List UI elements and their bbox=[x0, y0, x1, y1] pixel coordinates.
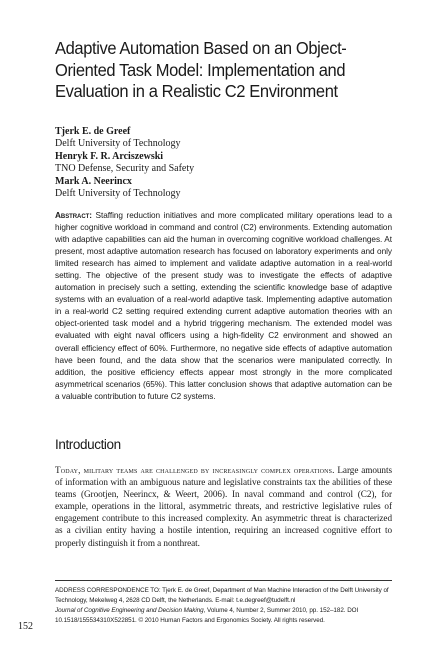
section-heading-introduction: Introduction bbox=[55, 437, 121, 452]
author-affiliation: TNO Defense, Security and Safety bbox=[55, 163, 195, 175]
page-number: 152 bbox=[18, 621, 33, 632]
citation-details: , Volume 4, Number 2, Summer 2010, pp. 152–182. DOI 10.1518/155534310X522851. © 2010 Human Factors and Ergonomics Society. All rights reserved. bbox=[55, 607, 359, 625]
footnote bbox=[55, 586, 392, 626]
introduction-lead-in: Today, military teams are challenged by increasingly complex operations. bbox=[55, 465, 335, 475]
footnote-divider bbox=[55, 580, 392, 581]
journal-citation bbox=[55, 606, 392, 626]
abstract bbox=[55, 210, 392, 403]
abstract-text: Staffing reduction initiatives and more complicated military operations lead to a higher cognitive workload in command and control (C2) environments. Extending automation with adaptive capabilities can aid the human in overcoming cognitive workload challenges. At present, most adaptive automation research has focused on laboratory experiments and only limited research has aimed to implement and validate adaptive automation in a real-world setting. The objective of the present study was to investigate the effects of adaptive automation in precisely such a setting, extending the scientific knowledge base of adaptive systems with an evaluation of a real-world adaptive task. Implementing adaptive automation in a real-world C2 setting required extending current adaptive automation theories with an object-oriented task model and a hybrid triggering mechanism. The extended model was evaluated with eight naval officers using a high-fidelity C2 environment and showed an overall efficiency effect of 60%. Furthermore, no negative side effects of adaptive automation have been found, and the data show that the scenarios were manipulated correctly. In addition, the positive efficiency effects appear most strongly in the more complicated asymmetrical scenarios (65%). This latter conclusion shows that adaptive automation can be a valuable contribution to future C2 systems. bbox=[55, 211, 392, 401]
abstract-label: Abstract: bbox=[55, 211, 92, 220]
paper-title: Adaptive Automation Based on an Object-Oriented Task Model: Implementation and Evaluation in a Realistic C2 Environment bbox=[55, 38, 347, 101]
journal-name: Journal of Cognitive Engineering and Decision Making bbox=[55, 607, 204, 615]
author-name: Mark A. Neerincx bbox=[55, 175, 132, 187]
author-name: Henryk F. R. Arciszewski bbox=[55, 150, 164, 162]
author-affiliation: Delft University of Technology bbox=[55, 138, 181, 150]
author-name: Tjerk E. de Greef bbox=[55, 126, 131, 137]
introduction-paragraph bbox=[55, 464, 392, 549]
correspondence-note: ADDRESS CORRESPONDENCE TO: Tjerk E. de Greef, Department of Man Machine Interaction of the Delft University of Technology, Mekelweg 4, 2628 CD Delft, the Netherlands. E-mail: t.e.degreef@tudelft.nl bbox=[55, 587, 389, 605]
author-affiliation: Delft University of Technology bbox=[55, 188, 181, 200]
author-block bbox=[55, 126, 395, 200]
introduction-text: Large amounts of information with an ambiguous nature and legislative constraints tax the abilities of these teams (Grootjen, Neerincx, & Weert, 2006). In naval command and control (C2), for example, operations in the littoral, asymmetric threats, and restrictive legislative rules of engagement contribute to this increased complexity. An asymmetric threat is characterized as a civilian entity having a hostile intention, requiring an increased cognitive effort to properly distinguish it from a nonthreat. bbox=[55, 465, 392, 548]
